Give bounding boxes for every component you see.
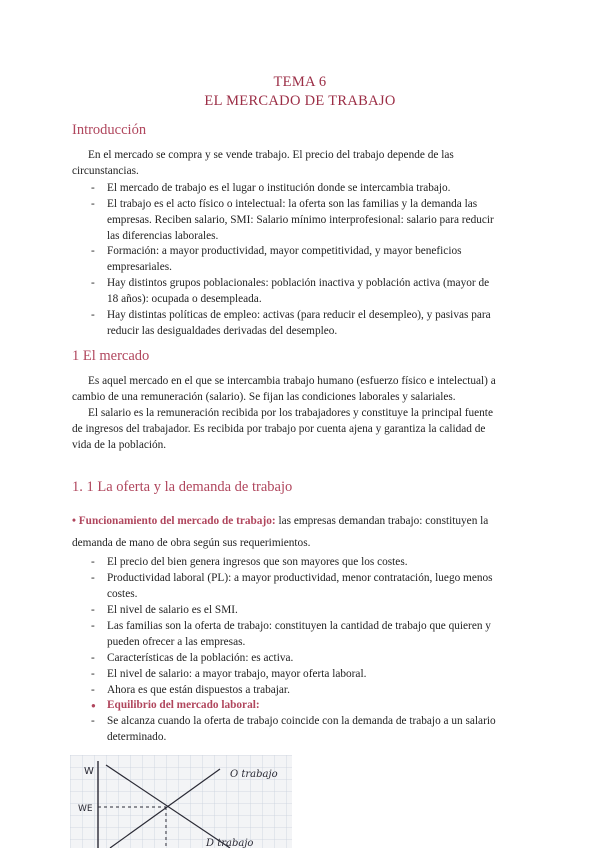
dash-marker: - <box>91 684 95 696</box>
equilibrio-label: Equilibrio del mercado laboral: <box>107 699 260 711</box>
dash-marker: - <box>91 572 95 584</box>
list-item-text: El mercado de trabajo es el lugar o institución donde se intercambia trabajo. <box>107 182 451 194</box>
dash-marker: - <box>91 198 95 210</box>
dash-marker: - <box>91 715 95 727</box>
funcionamiento-text: las empresas demandan trabajo: constituyen la <box>275 515 489 527</box>
dash-marker: - <box>91 309 95 321</box>
list-item-text: las diferencias laborales. <box>107 230 219 242</box>
mercado-paragraph-line: de ingresos del trabajador. Es recibida por trabajo por cuenta ajena y garantiza la calidad de <box>72 423 486 435</box>
list-item-text: reducir las desigualdades derivadas del desempleo. <box>107 325 338 337</box>
oferta-curve-label: O trabajo <box>230 769 278 780</box>
intro-paragraph-line: circunstancias. <box>72 165 139 177</box>
list-item-text: El nivel de salario: a mayor trabajo, mayor oferta laboral. <box>107 668 367 680</box>
intro-paragraph-line: En el mercado se compra y se vende trabajo. El precio del trabajo depende de las <box>88 149 454 161</box>
list-item-text: empresariales. <box>107 261 172 273</box>
dash-marker: - <box>91 652 95 664</box>
bullet-dot-icon: ● <box>91 701 96 710</box>
section-heading-oferta-demanda: 1. 1 La oferta y la demanda de trabajo <box>72 479 293 495</box>
list-item-text: Se alcanza cuando la oferta de trabajo coincide con la demanda de trabajo a un salario <box>107 715 496 727</box>
list-item-text: Las familias son la oferta de trabajo: constituyen la cantidad de trabajo que quieren y <box>107 620 491 632</box>
list-item-text: 18 años): ocupada o desempleada. <box>107 293 262 305</box>
funcionamiento-line: demanda de mano de obra según sus requerimientos. <box>72 537 311 549</box>
demanda-curve-label: D trabajo <box>206 838 254 848</box>
list-item-text: Formación: a mayor productividad, mayor competitividad, y mayor beneficios <box>107 245 462 257</box>
graph-svg <box>70 755 292 848</box>
list-item-text: empresas. Reciben salario, SMI: Salario mínimo interprofesional: salario para reducir <box>107 214 494 226</box>
funcionamiento-line <box>72 513 488 529</box>
list-item-text: pueden ofrecer a las empresas. <box>107 636 246 648</box>
list-item-text: costes. <box>107 588 138 600</box>
list-item-text: El precio del bien genera ingresos que son mayores que los costes. <box>107 556 408 568</box>
list-item-text: El trabajo es el acto físico o intelectual: la oferta son las familias y la demanda las <box>107 198 478 210</box>
wage-axis-label: W <box>84 766 94 777</box>
funcionamiento-label: • Funcionamiento del mercado de trabajo: <box>72 515 276 527</box>
list-item-text: Características de la población: es activa. <box>107 652 294 664</box>
supply-demand-graph-photo <box>70 755 292 848</box>
dash-marker: - <box>91 604 95 616</box>
list-item-text: Hay distintos grupos poblacionales: población inactiva y población activa (mayor de <box>107 277 490 289</box>
list-item-text: El nivel de salario es el SMI. <box>107 604 238 616</box>
mercado-paragraph-line: Es aquel mercado en el que se intercambia trabajo humano (esfuerzo físico e intelectual) a <box>88 375 496 387</box>
dash-marker: - <box>91 620 95 632</box>
list-item-text: Productividad laboral (PL): a mayor productividad, menor contratación, luego menos <box>107 572 493 584</box>
section-heading-el-mercado: 1 El mercado <box>72 348 150 364</box>
document-subtitle: EL MERCADO DE TRABAJO <box>204 93 396 109</box>
dash-marker: - <box>91 556 95 568</box>
document-title: TEMA 6 <box>273 74 327 90</box>
list-item-text: determinado. <box>107 731 167 743</box>
mercado-paragraph-line: cambio de una remuneración (salario). Se fijan las condiciones laborales y salariales. <box>72 391 456 403</box>
dash-marker: - <box>91 182 95 194</box>
dash-marker: - <box>91 668 95 680</box>
list-item-text: Ahora es que están dispuestos a trabajar. <box>107 684 290 696</box>
section-heading-introduccion: Introducción <box>72 122 147 138</box>
dash-marker: - <box>91 245 95 257</box>
mercado-paragraph-line: El salario es la remuneración recibida por los trabajadores y constituye la principal fuente <box>88 407 493 419</box>
list-item-text: Hay distintas políticas de empleo: activas (para reducir el desempleo), y pasivas para <box>107 309 491 321</box>
dash-marker: - <box>91 277 95 289</box>
equilibrium-wage-label: WE <box>78 804 93 814</box>
mercado-paragraph-line: vida de la población. <box>72 439 167 451</box>
